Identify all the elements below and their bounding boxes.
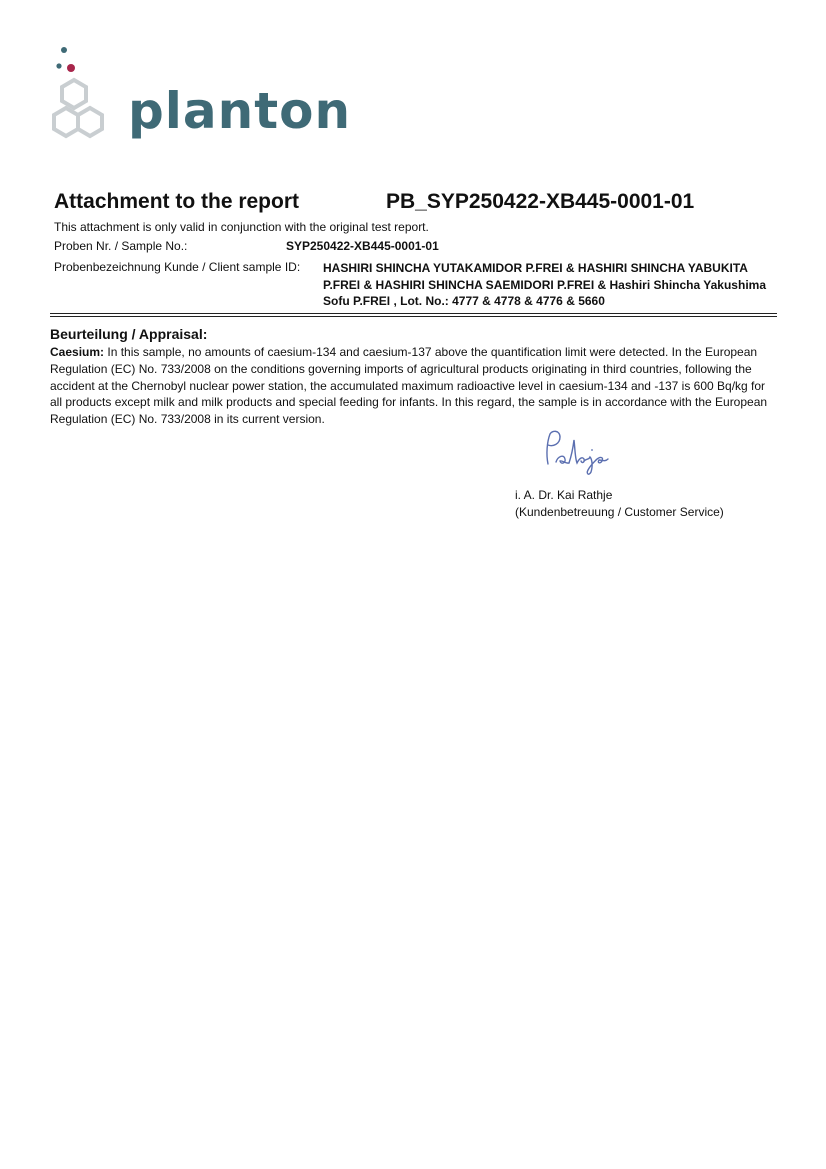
client-sample-label: Probenbezeichnung Kunde / Client sample ID:	[54, 260, 301, 274]
client-sample-value: HASHIRI SHINCHA YUTAKAMIDOR P.FREI & HASHIRI SHINCHA YABUKITA P.FREI & HASHIRI SHINCHA SAEMIDORI P.FREI & Hashiri Shincha Yakushima Sofu P.FREI , Lot. No.: 4777 & 4778 & 4776 & 5660	[323, 261, 766, 308]
signature-icon	[538, 426, 616, 480]
title-row	[54, 190, 774, 220]
sample-no-value: SYP250422-XB445-0001-01	[286, 239, 439, 253]
page-title: Attachment to the report	[54, 190, 300, 213]
logo-wordmark: planton	[128, 82, 352, 140]
signer-block	[515, 487, 724, 521]
appraisal-heading: Beurteilung / Appraisal:	[50, 326, 208, 342]
sample-no-label: Proben Nr. / Sample No.:	[54, 239, 188, 253]
divider-bottom	[50, 316, 777, 317]
divider-top	[50, 313, 777, 314]
caesium-label: Caesium:	[50, 345, 105, 359]
planton-logo	[48, 42, 352, 147]
signer-name: i. A. Dr. Kai Rathje	[515, 488, 613, 502]
appraisal-paragraph	[50, 344, 774, 428]
signer-role: (Kundenbetreuung / Customer Service)	[515, 505, 724, 519]
handwritten-signature	[538, 426, 616, 480]
report-number: PB_SYP250422-XB445-0001-01	[386, 190, 695, 213]
validity-note: This attachment is only valid in conjunction with the original test report.	[54, 220, 429, 234]
appraisal-text: In this sample, no amounts of caesium-134 and caesium-137 above the quantification limit were detected. In the European Regulation (EC) No. 733/2008 on the conditions governing imports of agricultural products originating in third countries, following the accident at the Chernobyl nuclear power station, the accumulated maximum radioactive level in caesium-134 and -137 is 600 Bq/kg for all products except milk and milk products and special feeding for infants. In this regard, the sample is in accordance with the European Regulation (EC) No. 733/2008 in its current version.	[50, 345, 768, 427]
